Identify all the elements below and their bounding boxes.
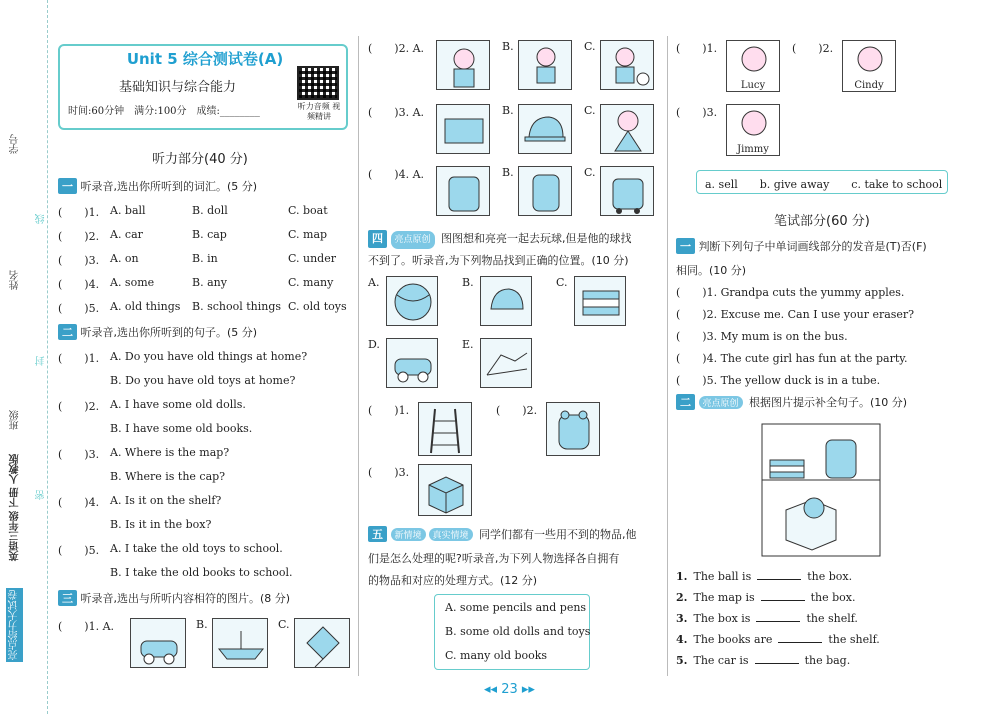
section-tag: 真实情境 bbox=[429, 528, 473, 541]
book-picture[interactable] bbox=[436, 104, 490, 154]
fill-blank-row bbox=[676, 654, 850, 667]
bag-icon bbox=[547, 403, 601, 457]
section-prompt: 的物品和对应的处理方式。(12 分) bbox=[368, 574, 538, 587]
question-number: ( )3. bbox=[368, 466, 410, 479]
row-number: 2. bbox=[676, 591, 688, 604]
option-a: A. I have some old dolls. bbox=[110, 398, 246, 411]
answer-blank[interactable] bbox=[757, 570, 801, 580]
question-number: ( )1. bbox=[368, 404, 410, 417]
ways-box bbox=[696, 170, 948, 194]
student-id-label: 学号 bbox=[10, 134, 21, 154]
bear-bag-picture[interactable] bbox=[546, 402, 600, 456]
answer-blank[interactable] bbox=[761, 591, 805, 601]
option-label: C. bbox=[584, 104, 596, 117]
question-number: ( )2. bbox=[496, 404, 538, 417]
option-c: C. under bbox=[288, 252, 336, 265]
option-a: A. car bbox=[110, 228, 143, 241]
section-header bbox=[58, 178, 257, 194]
question-number: ( )3. bbox=[58, 448, 100, 461]
person-name: Lucy bbox=[740, 80, 766, 91]
ladder-icon bbox=[419, 403, 473, 457]
sentence-start: The map is bbox=[693, 591, 755, 604]
question-number: ( )5. bbox=[58, 302, 100, 315]
section-prompt: 图图想和亮亮一起去玩球,但是他的球找 bbox=[441, 232, 632, 245]
person-name: Jimmy bbox=[737, 144, 769, 155]
kite-picture[interactable] bbox=[294, 618, 350, 668]
car-icon bbox=[387, 339, 439, 389]
option-c: C. boat bbox=[288, 204, 328, 217]
section-header bbox=[676, 238, 986, 254]
question-number: ( )4. bbox=[58, 496, 100, 509]
backpack-picture[interactable] bbox=[518, 166, 572, 216]
section-prompt: 不到了。听录音,为下列物品找到正确的位置。(10 分) bbox=[368, 254, 629, 267]
sentence-start: The box is bbox=[693, 612, 751, 625]
question-number: ( )3. bbox=[676, 106, 718, 119]
question-number: ( )2. A. bbox=[368, 42, 425, 55]
judgement-row: ( )1. Grandpa cuts the yummy apples. bbox=[676, 286, 905, 299]
option-label: A. bbox=[368, 276, 380, 289]
row-number: 5. bbox=[676, 654, 688, 667]
doll-icon bbox=[601, 105, 655, 155]
section-badge: 五 bbox=[368, 526, 387, 542]
option-a: A. on bbox=[110, 252, 139, 265]
binding-mark: 密 bbox=[36, 490, 47, 500]
section-prompt: 听录音,选出你所听到的词汇。(5 分) bbox=[80, 180, 258, 193]
option-a: A. Do you have old things at home? bbox=[110, 350, 308, 363]
judgement-row: ( )2. Excuse me. Can I use your eraser? bbox=[676, 308, 915, 321]
section-tag: 新情境 bbox=[391, 528, 426, 541]
page-subtitle: 基础知识与综合能力 bbox=[118, 80, 236, 95]
option-b: B. cap bbox=[192, 228, 227, 241]
question-number: ( )1. A. bbox=[58, 620, 115, 633]
row-number: 3. bbox=[676, 612, 688, 625]
brand-label: 亮点给力大试卷 bbox=[6, 588, 23, 662]
option-label: B. bbox=[502, 166, 514, 179]
shelf-picture bbox=[756, 420, 886, 560]
cap-picture[interactable] bbox=[518, 104, 572, 154]
binding-mark: 封 bbox=[36, 356, 47, 366]
item-option: A. some pencils and pens bbox=[445, 601, 587, 614]
column-divider bbox=[358, 36, 359, 676]
ball-picture[interactable] bbox=[386, 276, 438, 326]
bag-icon bbox=[437, 167, 491, 217]
shelf-icon bbox=[756, 420, 886, 560]
section-prompt: 们是怎么处理的呢?听录音,为下列人物选择各自拥有 bbox=[368, 552, 620, 565]
test-header bbox=[58, 44, 348, 130]
row-number: 4. bbox=[676, 633, 688, 646]
option-label: C. bbox=[278, 618, 290, 631]
option-label: D. bbox=[368, 338, 380, 351]
option-c: C. old toys bbox=[288, 300, 347, 313]
question-number: ( )2. bbox=[58, 400, 100, 413]
toy-car-picture[interactable] bbox=[386, 338, 438, 388]
girl-icon bbox=[437, 41, 491, 91]
option-a: A. I take the old toys to school. bbox=[110, 542, 283, 555]
question-number: ( )5. bbox=[58, 544, 100, 557]
answer-blank[interactable] bbox=[755, 654, 799, 664]
option-b: B. I take the old books to school. bbox=[110, 566, 293, 579]
binding-mark: 线 bbox=[36, 214, 47, 224]
option-b: B. Is it in the box? bbox=[110, 518, 212, 531]
person-name: Cindy bbox=[854, 80, 884, 91]
question-number: ( )4. bbox=[58, 278, 100, 291]
listening-title: 听力部分(40 分) bbox=[152, 152, 248, 167]
kite-icon bbox=[295, 619, 351, 669]
books-icon bbox=[575, 277, 627, 327]
box-icon bbox=[419, 465, 473, 517]
girl-icon bbox=[727, 41, 781, 77]
cindy-picture bbox=[842, 40, 896, 92]
box-picture[interactable] bbox=[418, 464, 472, 516]
cap-icon bbox=[519, 105, 573, 155]
toy-car-picture[interactable] bbox=[130, 618, 186, 668]
question-number: ( )2. bbox=[58, 230, 100, 243]
sentence-start: The ball is bbox=[693, 570, 752, 583]
option-label: E. bbox=[462, 338, 474, 351]
answer-blank[interactable] bbox=[778, 633, 822, 643]
sentence-end: the shelf. bbox=[806, 612, 858, 625]
fill-blank-row bbox=[676, 570, 852, 583]
lucy-picture bbox=[726, 40, 780, 92]
qr-caption: 听力音频 视频精讲 bbox=[297, 102, 341, 121]
jimmy-picture bbox=[726, 104, 780, 156]
sentence-end: the shelf. bbox=[828, 633, 880, 646]
girl-icon bbox=[601, 41, 655, 91]
series-label: 英语三年级 下册 人教版 bbox=[10, 454, 21, 561]
section-badge: 二 bbox=[676, 394, 695, 410]
doll-picture[interactable] bbox=[600, 104, 654, 154]
sentence-end: the box. bbox=[810, 591, 856, 604]
question-number: ( )3. bbox=[58, 254, 100, 267]
name-label: 姓名 bbox=[10, 270, 21, 290]
option-b: B. in bbox=[192, 252, 218, 265]
girl-ball-picture[interactable] bbox=[600, 40, 654, 90]
section-badge: 二 bbox=[58, 324, 77, 340]
question-number: ( )1. bbox=[676, 42, 718, 55]
question-number: ( )1. bbox=[58, 206, 100, 219]
section-header bbox=[676, 394, 907, 410]
section-header bbox=[368, 526, 658, 542]
boat-picture[interactable] bbox=[212, 618, 268, 668]
option-label: C. bbox=[584, 166, 596, 179]
section-prompt: 听录音,选出与所听内容相符的图片。(8 分) bbox=[80, 592, 291, 605]
page-number-value: 23 bbox=[501, 682, 518, 697]
ball-icon bbox=[387, 277, 439, 327]
boat-icon bbox=[213, 619, 269, 669]
answer-blank[interactable] bbox=[756, 612, 800, 622]
option-label: B. bbox=[462, 276, 474, 289]
section-prompt: 听录音,选出你所听到的句子。(5 分) bbox=[80, 326, 258, 339]
option-label: B. bbox=[196, 618, 208, 631]
option-b: B. any bbox=[192, 276, 227, 289]
item-option: C. many old books bbox=[445, 649, 548, 662]
sentence-start: The car is bbox=[693, 654, 749, 667]
boy-icon bbox=[727, 105, 781, 141]
option-label: C. bbox=[584, 40, 596, 53]
bag-icon bbox=[601, 167, 655, 217]
map-icon bbox=[481, 339, 533, 389]
car-icon bbox=[131, 619, 187, 669]
test-info: 时间:60分钟 满分:100分 成绩:________ bbox=[68, 106, 260, 117]
option-a: A. Where is the map? bbox=[110, 446, 230, 459]
bag-icon bbox=[519, 167, 573, 217]
items-box bbox=[434, 594, 590, 670]
question-number: ( )3. A. bbox=[368, 106, 425, 119]
section-prompt: 同学们都有一些用不到的物品,他 bbox=[479, 528, 637, 541]
class-label: 班级 bbox=[10, 410, 21, 430]
cap-picture[interactable] bbox=[480, 276, 532, 326]
option-b: B. doll bbox=[192, 204, 228, 217]
books-picture[interactable] bbox=[574, 276, 626, 326]
sentence-end: the box. bbox=[807, 570, 853, 583]
option-c: C. map bbox=[288, 228, 328, 241]
option-a: A. some bbox=[110, 276, 155, 289]
map-picture[interactable] bbox=[480, 338, 532, 388]
option-b: B. school things bbox=[192, 300, 282, 313]
writing-title: 笔试部分(60 分) bbox=[774, 214, 870, 229]
option-b: B. Where is the cap? bbox=[110, 470, 226, 483]
section-header bbox=[58, 590, 290, 606]
girl-doll-picture[interactable] bbox=[436, 40, 490, 90]
girl-icon bbox=[519, 41, 573, 91]
cap-icon bbox=[481, 277, 533, 327]
sentence-end: the bag. bbox=[804, 654, 851, 667]
fill-blank-row bbox=[676, 591, 856, 604]
book-icon bbox=[437, 105, 491, 155]
ways-options: a. sell b. give away c. take to school bbox=[705, 178, 943, 191]
rolling-bag-picture[interactable] bbox=[600, 166, 654, 216]
option-c: C. many bbox=[288, 276, 334, 289]
row-number: 1. bbox=[676, 570, 688, 583]
section-header bbox=[58, 324, 257, 340]
section-prompt: 根据图片提示补全句子。(10 分) bbox=[749, 396, 908, 409]
page-number: ◂◂ 23 ▸▸ bbox=[484, 682, 535, 697]
section-prompt: 判断下列句子中单词画线部分的发音是(T)否(F) bbox=[698, 240, 927, 253]
option-a: A. Is it on the shelf? bbox=[110, 494, 222, 507]
section-prompt: 相同。(10 分) bbox=[676, 264, 747, 277]
section-tag: 亮点原创 bbox=[699, 396, 743, 409]
qr-code-icon[interactable] bbox=[297, 66, 339, 100]
fill-blank-row bbox=[676, 633, 880, 646]
option-label: C. bbox=[556, 276, 568, 289]
option-a: A. ball bbox=[110, 204, 146, 217]
sentence-start: The books are bbox=[693, 633, 773, 646]
girl-drawing-picture[interactable] bbox=[518, 40, 572, 90]
option-b: B. I have some old books. bbox=[110, 422, 253, 435]
page-title: Unit 5 综合测试卷(A) bbox=[126, 50, 284, 68]
option-label: B. bbox=[502, 40, 514, 53]
fill-blank-row bbox=[676, 612, 858, 625]
section-header bbox=[368, 230, 658, 249]
question-number: ( )2. bbox=[792, 42, 834, 55]
option-label: B. bbox=[502, 104, 514, 117]
schoolbag-picture[interactable] bbox=[436, 166, 490, 216]
section-badge: 一 bbox=[676, 238, 695, 254]
judgement-row: ( )4. The cute girl has fun at the party. bbox=[676, 352, 908, 365]
option-a: A. old things bbox=[110, 300, 181, 313]
item-option: B. some old dolls and toys bbox=[445, 625, 591, 638]
section-badge: 一 bbox=[58, 178, 77, 194]
question-number: ( )4. A. bbox=[368, 168, 425, 181]
column-divider bbox=[667, 36, 668, 676]
section-badge: 四 bbox=[368, 230, 387, 248]
section-badge: 三 bbox=[58, 590, 77, 606]
section-tag: 亮点原创 bbox=[391, 231, 435, 249]
question-number: ( )1. bbox=[58, 352, 100, 365]
ladder-picture[interactable] bbox=[418, 402, 472, 456]
girl-icon bbox=[843, 41, 897, 77]
option-b: B. Do you have old toys at home? bbox=[110, 374, 296, 387]
judgement-row: ( )3. My mum is on the bus. bbox=[676, 330, 848, 343]
judgement-row: ( )5. The yellow duck is in a tube. bbox=[676, 374, 881, 387]
